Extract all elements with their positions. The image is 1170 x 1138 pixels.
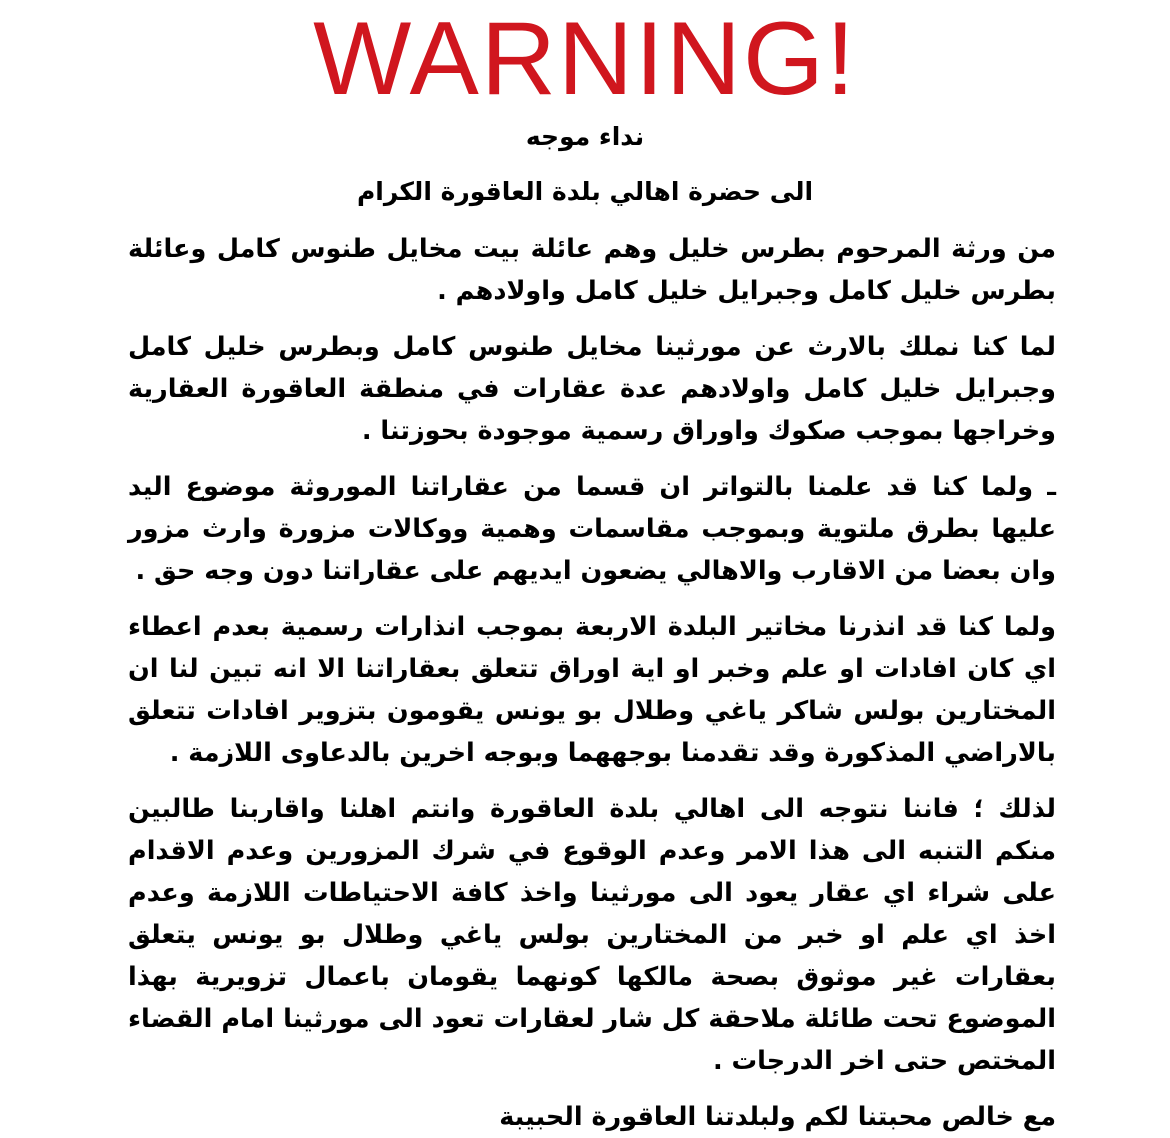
warning-title: WARNING!: [313, 1, 857, 117]
paragraph-heirs: من ورثة المرحوم بطرس خليل وهم عائلة بيت مخايل طنوس كامل وعائلة بطرس خليل كامل وجبرايل خليل كامل واولادهم .: [128, 234, 1056, 306]
paragraph-inheritance: لما كنا نملك بالارث عن مورثينا مخايل طنوس كامل وبطرس خليل كامل وجبرايل خليل كامل واولادهم عدة عقارات في منطقة العاقورة العقارية وخراجها بموجب صكوك واوراق رسمية موجودة بحوزتنا .: [128, 332, 1056, 446]
notice-body: [128, 228, 1056, 1138]
paragraph-warning-mukhtars: ولما كنا قد انذرنا مخاتير البلدة الاربعة بموجب انذارات رسمية بعدم اعطاء اي كان افادات او علم وخبر او اية اوراق تتعلق بعقاراتنا الا انه تبين لنا ان المختارين بولس شاكر ياغي وطلال بو يونس يقومون بتزوير افادات تتعلق بالاراضي المذكورة وقد تقدمنا بوجههما وبوجه اخرين بالدعاوى اللازمة .: [128, 612, 1056, 768]
paragraph-seizure: ـ ولما كنا قد علمنا بالتواتر ان قسما من عقاراتنا الموروثة موضوع اليد عليها بطرق ملتوية وبموجب مقاسمات وهمية ووكالات مزورة وارث مزور وان بعضا من الاقارب والاهالي يضعون ايديهم على عقاراتنا دون وجه حق .: [128, 472, 1056, 586]
notice-heading: نداء موجه: [525, 122, 645, 151]
paragraph-closing: مع خالص محبتنا لكم ولبلدتنا العاقورة الحبيبة: [499, 1102, 1056, 1132]
notice-addressee: الى حضرة اهالي بلدة العاقورة الكرام: [356, 177, 814, 206]
paragraph-appeal: لذلك ؛ فاننا نتوجه الى اهالي بلدة العاقورة وانتم اهلنا واقاربنا طالبين منكم التنبه الى هذا الامر وعدم الوقوع في شرك المزورين وعدم الاقدام على شراء اي عقار يعود الى مورثينا واخذ كافة الاحتياطات اللازمة وعدم اخذ اي علم او خبر من المختارين بولس ياغي وطلال بو يونس يتعلق بعقارات غير موثوق بصحة مالكها كونهما يقومان باعمال تزويرية بهذا الموضوع تحت طائلة ملاحقة كل شار لعقارات تعود الى مورثينا امام القضاء المختص حتى اخر الدرجات .: [128, 794, 1056, 1076]
